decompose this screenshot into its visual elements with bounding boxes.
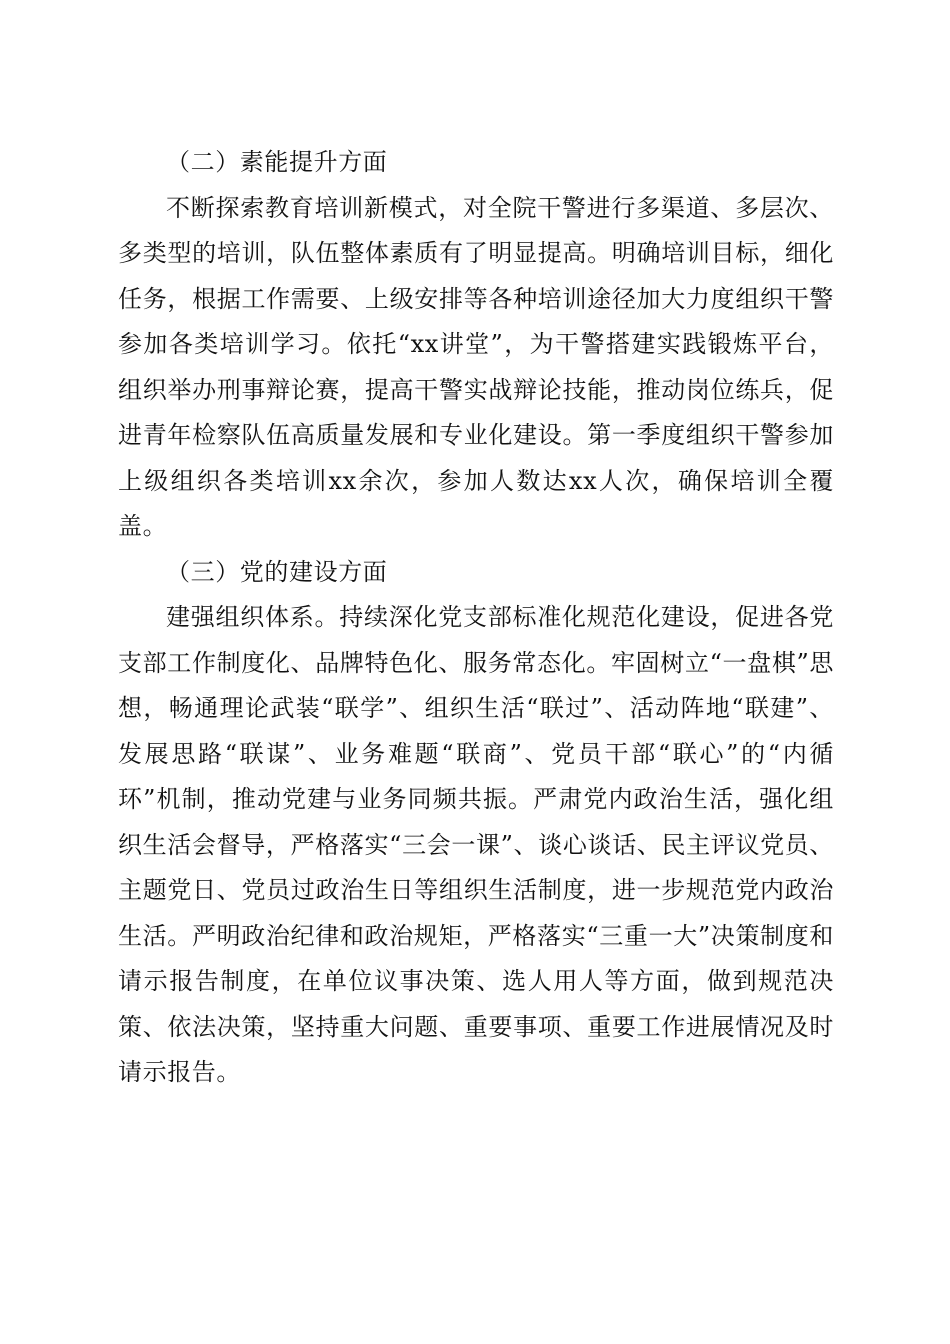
document-page	[118, 140, 834, 1096]
section-paragraph-suneng: 不断探索教育培训新模式，对全院干警进行多渠道、多层次、多类型的培训，队伍整体素质有了明显提高。明确培训目标，细化任务，根据工作需要、上级安排等各种培训途径加大力度组织干警参加各类培训学习。依托“xx讲堂”，为干警搭建实践锻炼平台，组织举办刑事辩论赛，提高干警实战辩论技能，推动岗位练兵，促进青年检察队伍高质量发展和专业化建设。第一季度组织干警参加上级组织各类培训xx余次，参加人数达xx人次，确保培训全覆盖。	[118, 193, 834, 540]
section-heading-dangjian: （三）党的建设方面	[166, 557, 388, 586]
section-heading-suneng: （二）素能提升方面	[166, 148, 388, 176]
section-paragraph-dangjian: 建强组织体系。持续深化党支部标准化规范化建设，促进各党支部工作制度化、品牌特色化、服务常态化。牢固树立“一盘棋”思想，畅通理论武装“联学”、组织生活“联过”、活动阵地“联建”、发展思路“联谋”、业务难题“联商”、党员干部“联心”的“内循环”机制，推动党建与业务同频共振。严肃党内政治生活，强化组织生活会督导，严格落实“三会一课”、谈心谈话、民主评议党员、主题党日、党员过政治生日等组织生活制度，进一步规范党内政治生活。严明政治纪律和政治规矩，严格落实“三重一大”决策制度和请示报告制度，在单位议事决策、选人用人等方面，做到规范决策、依法决策，坚持重大问题、重要事项、重要工作进展情况及时请示报告。	[118, 603, 834, 1086]
